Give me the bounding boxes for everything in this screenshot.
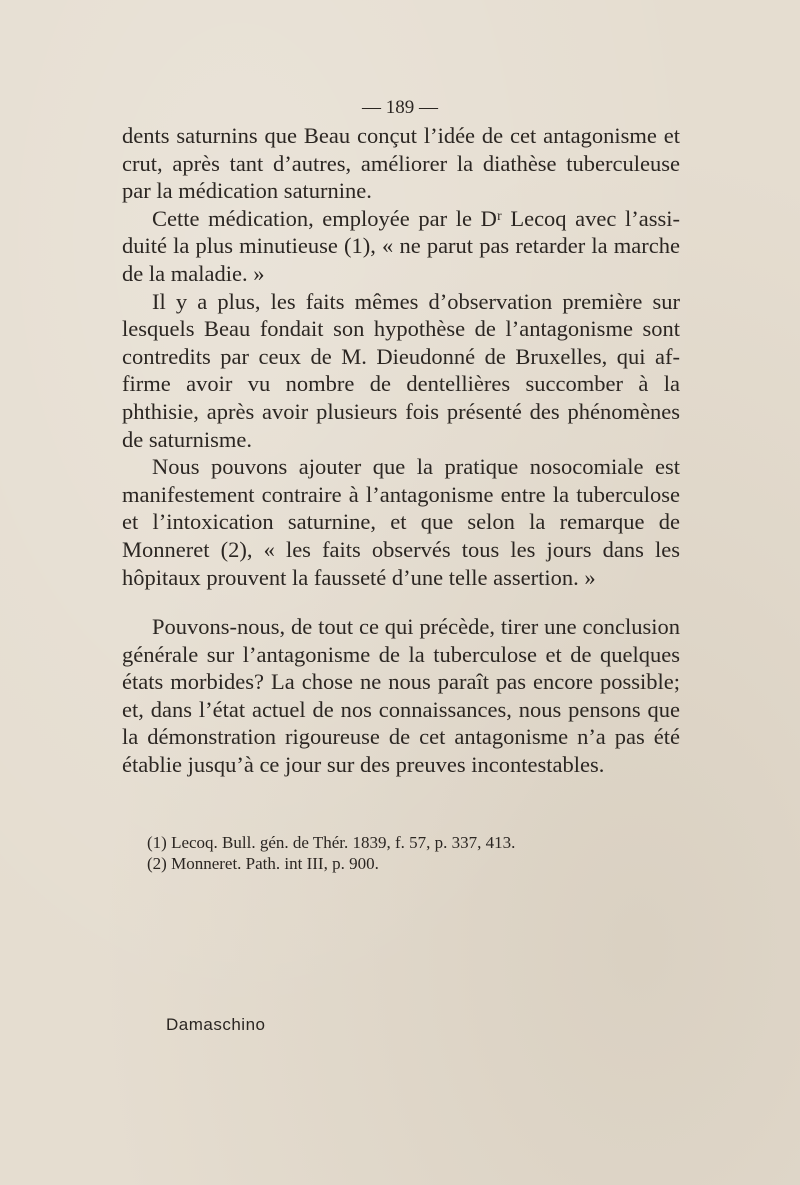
paragraph-2: Cette médication, employée par le Dʳ Lecoq avec l’assiduité la plus minutieuse (1), « ne parut pas retarder la marche de la maladie. » (122, 205, 680, 286)
paragraph-5: Pouvons-nous, de tout ce qui précède, tirer une conclusion générale sur l’antagonisme de la tuberculose et de quelques états morbides? La chose ne nous paraît pas encore possible; et, dans l’état actuel de nos connaissances, nous pensons que la démonstration rigoureuse de cet antagonisme n’a pas été établie jusqu’à ce jour sur des preuves incontestables. (122, 614, 680, 778)
footnotes (147, 832, 667, 874)
signature-mark: Damaschino (166, 1015, 266, 1034)
paragraph-4: Nous pouvons ajouter que la pratique nosocomiale est manifestement contraire à l’antagonisme entre la tuberculose et l’intoxication saturnine, et que selon la remarque de Monneret (2), « les faits observés tous les jours dans les hôpitaux prouvent la fausseté d’une telle assertion. » (122, 454, 680, 590)
page-number: — 189 — (362, 97, 438, 118)
footnote-1: (1) Lecoq. Bull. gén. de Thér. 1839, f. 57, p. 337, 413. (147, 833, 516, 852)
paragraph-1: dents saturnins que Beau conçut l’idée de cet antagonisme et crut, après tant d’autres, améliorer la diathèse tuberculeuse par la médication saturnine. (122, 123, 680, 204)
body-text (122, 122, 680, 779)
footnote-2: (2) Monneret. Path. int III, p. 900. (147, 854, 379, 873)
paragraph-3: Il y a plus, les faits mêmes d’observation première sur lesquels Beau fondait son hypothèse de l’antagonisme sont contredits par ceux de M. Dieudonné de Bruxelles, qui affirme avoir vu nombre de dentellières succomber à la phthisie, après avoir plusieurs fois présenté des phénomènes de saturnisme. (122, 288, 680, 452)
